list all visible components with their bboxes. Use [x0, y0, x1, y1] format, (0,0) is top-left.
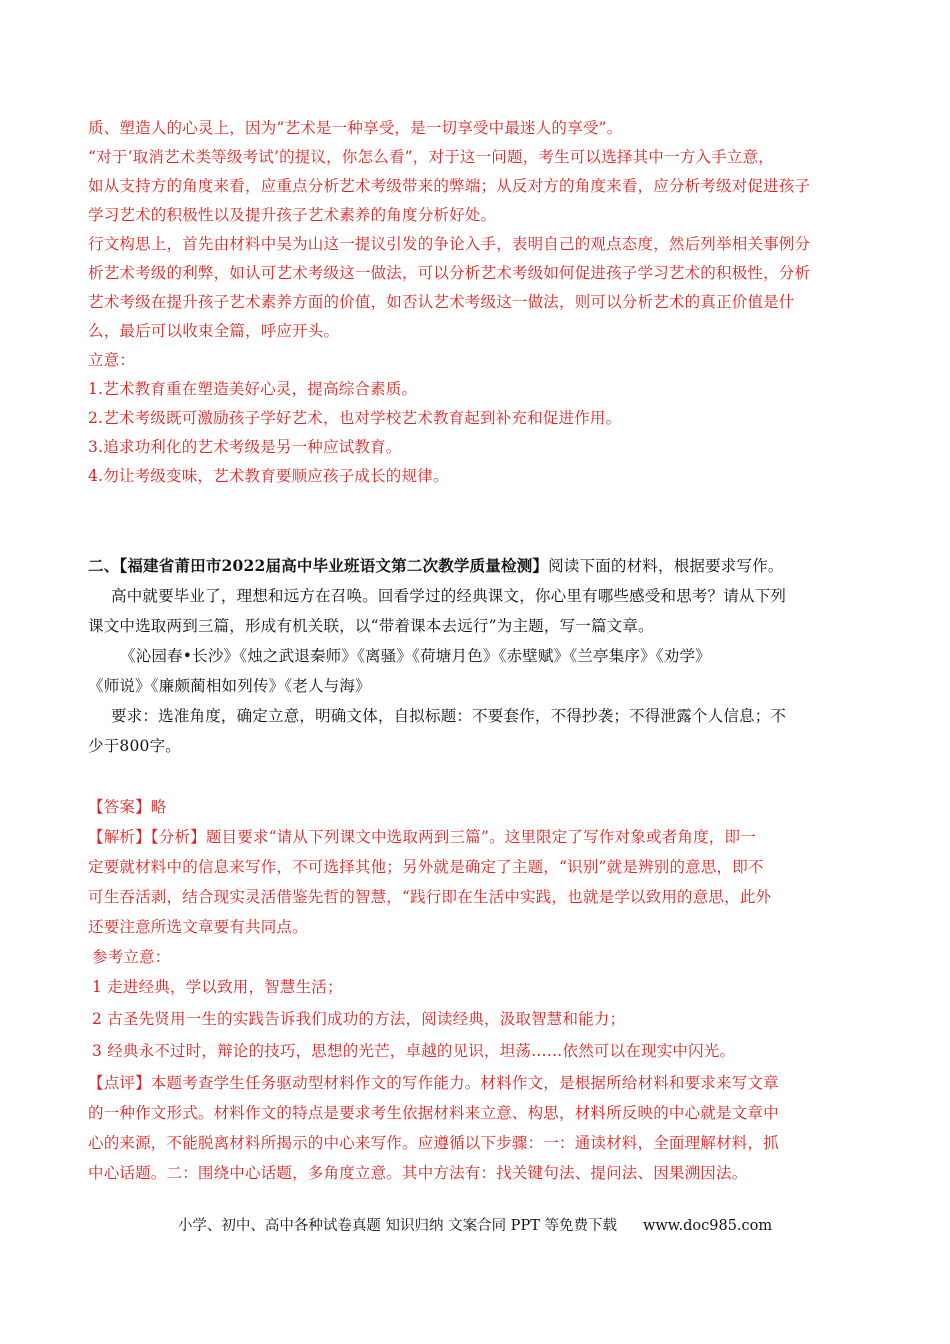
text-line: 《师说》《廉颇蔺相如列传》《老人与海》 — [88, 677, 371, 695]
list-item: 4.勿让考级变味，艺术教育要顺应孩子成长的规律。 — [88, 467, 449, 485]
text-line: 《沁园春•长沙》《烛之武退秦师》《离骚》《荷塘月色》《赤壁赋》《兰亭集序》《劝学》 — [120, 647, 711, 665]
text-line: 定要就材料中的信息来写作，不可选择其他；另外就是确定了主题，“识别”就是辨别的意思，即不 — [88, 858, 764, 876]
text-line: 质、塑造人的心灵上，因为“艺术是一种享受，是一切享受中最迷人的享受”。 — [88, 119, 623, 137]
text-line: 要求：选准角度，确定立意，明确文体，自拟标题：不要套作，不得抄袭；不得泄露个人信息；不 — [111, 707, 787, 725]
section-heading: 参考立意： — [92, 948, 171, 966]
list-item: 1 走进经典，学以致用，智慧生活； — [92, 978, 343, 996]
footer-link[interactable]: www.doc985.com — [642, 1218, 773, 1234]
question-source: 【福建省莆田市2022届高中毕业班语文第二次教学质量检测】 — [119, 556, 549, 575]
footer-text: 小学、初中、高中各种试卷真题 知识归纳 文案合同 PPT 等免费下载 — [177, 1218, 617, 1234]
question-instruction: 阅读下面的材料，根据要求写作。 — [548, 557, 784, 575]
question-header — [88, 556, 868, 576]
text-line: 么，最后可以收束全篇，呼应开头。 — [88, 322, 340, 340]
page-footer — [0, 1214, 950, 1235]
list-item: 3 经典永不过时，辩论的技巧，思想的光芒，卓越的见识，坦荡……依然可以在现实中闪光。 — [92, 1042, 736, 1060]
text-line: 【解析】【分析】题目要求“请从下列课文中选取两到三篇”。这里限定了写作对象或者角度，即一 — [88, 828, 756, 846]
text-line: 中心话题。二：围绕中心话题，多角度立意。其中方法有：找关键句法、提问法、因果溯因法。 — [88, 1164, 748, 1182]
list-item: 1.艺术教育重在塑造美好心灵，提高综合素质。 — [88, 380, 418, 398]
text-line: 学习艺术的积极性以及提升孩子艺术素养的角度分析好处。 — [88, 206, 497, 224]
text-line: “对于‘取消艺术类等级考试’的提议，你怎么看”，对于这一问题，考生可以选择其中一方入手立意， — [88, 148, 774, 166]
text-line: 心的来源，不能脱离材料所揭示的中心来写作。应遵循以下步骤：一：通读材料，全面理解材料，抓 — [88, 1134, 779, 1152]
answer-line: 【答案】略 — [88, 798, 167, 816]
section-heading: 立意： — [88, 351, 136, 369]
text-line: 如从支持方的角度来看，应重点分析艺术考级带来的弊端；从反对方的角度来看，应分析考级对促进孩子 — [88, 177, 811, 195]
text-line: 析艺术考级的利弊，如认可艺术考级这一做法，可以分析艺术考级如何促进孩子学习艺术的积极性，分析 — [88, 264, 811, 282]
text-line: 艺术考级在提升孩子艺术素养方面的价值，如否认艺术考级这一做法，则可以分析艺术的真正价值是什 — [88, 293, 795, 311]
text-line: 可生吞活剥，结合现实灵活借鉴先哲的智慧，“践行即在生活中实践，也就是学以致用的意思，此外 — [88, 888, 772, 906]
text-line: 课文中选取两到三篇，形成有机关联，以“带着课本去远行”为主题，写一篇文章。 — [88, 617, 654, 635]
text-line: 【点评】本题考查学生任务驱动型材料作文的写作能力。材料作文，是根据所给材料和要求来写文章 — [88, 1074, 779, 1092]
text-line: 高中就要毕业了，理想和远方在召唤。回看学过的经典课文，你心里有哪些感受和思考？请从下列 — [111, 587, 787, 605]
text-line: 还要注意所选文章要有共同点。 — [88, 918, 308, 936]
question-number: 二、 — [88, 556, 120, 575]
list-item: 3.追求功利化的艺术考级是另一种应试教育。 — [88, 438, 402, 456]
list-item: 2 古圣先贤用一生的实践告诉我们成功的方法，阅读经典，汲取智慧和能力； — [92, 1010, 626, 1028]
list-item: 2.艺术考级既可激励孩子学好艺术，也对学校艺术教育起到补充和促进作用。 — [88, 409, 622, 427]
text-line: 的一种作文形式。材料作文的特点是要求考生依据材料来立意、构思，材料所反映的中心就是文章中 — [88, 1104, 779, 1122]
text-line: 少于800字。 — [88, 737, 181, 755]
text-line: 行文构思上，首先由材料中吴为山这一提议引发的争论入手，表明自己的观点态度，然后列举相关事例分 — [88, 235, 811, 253]
